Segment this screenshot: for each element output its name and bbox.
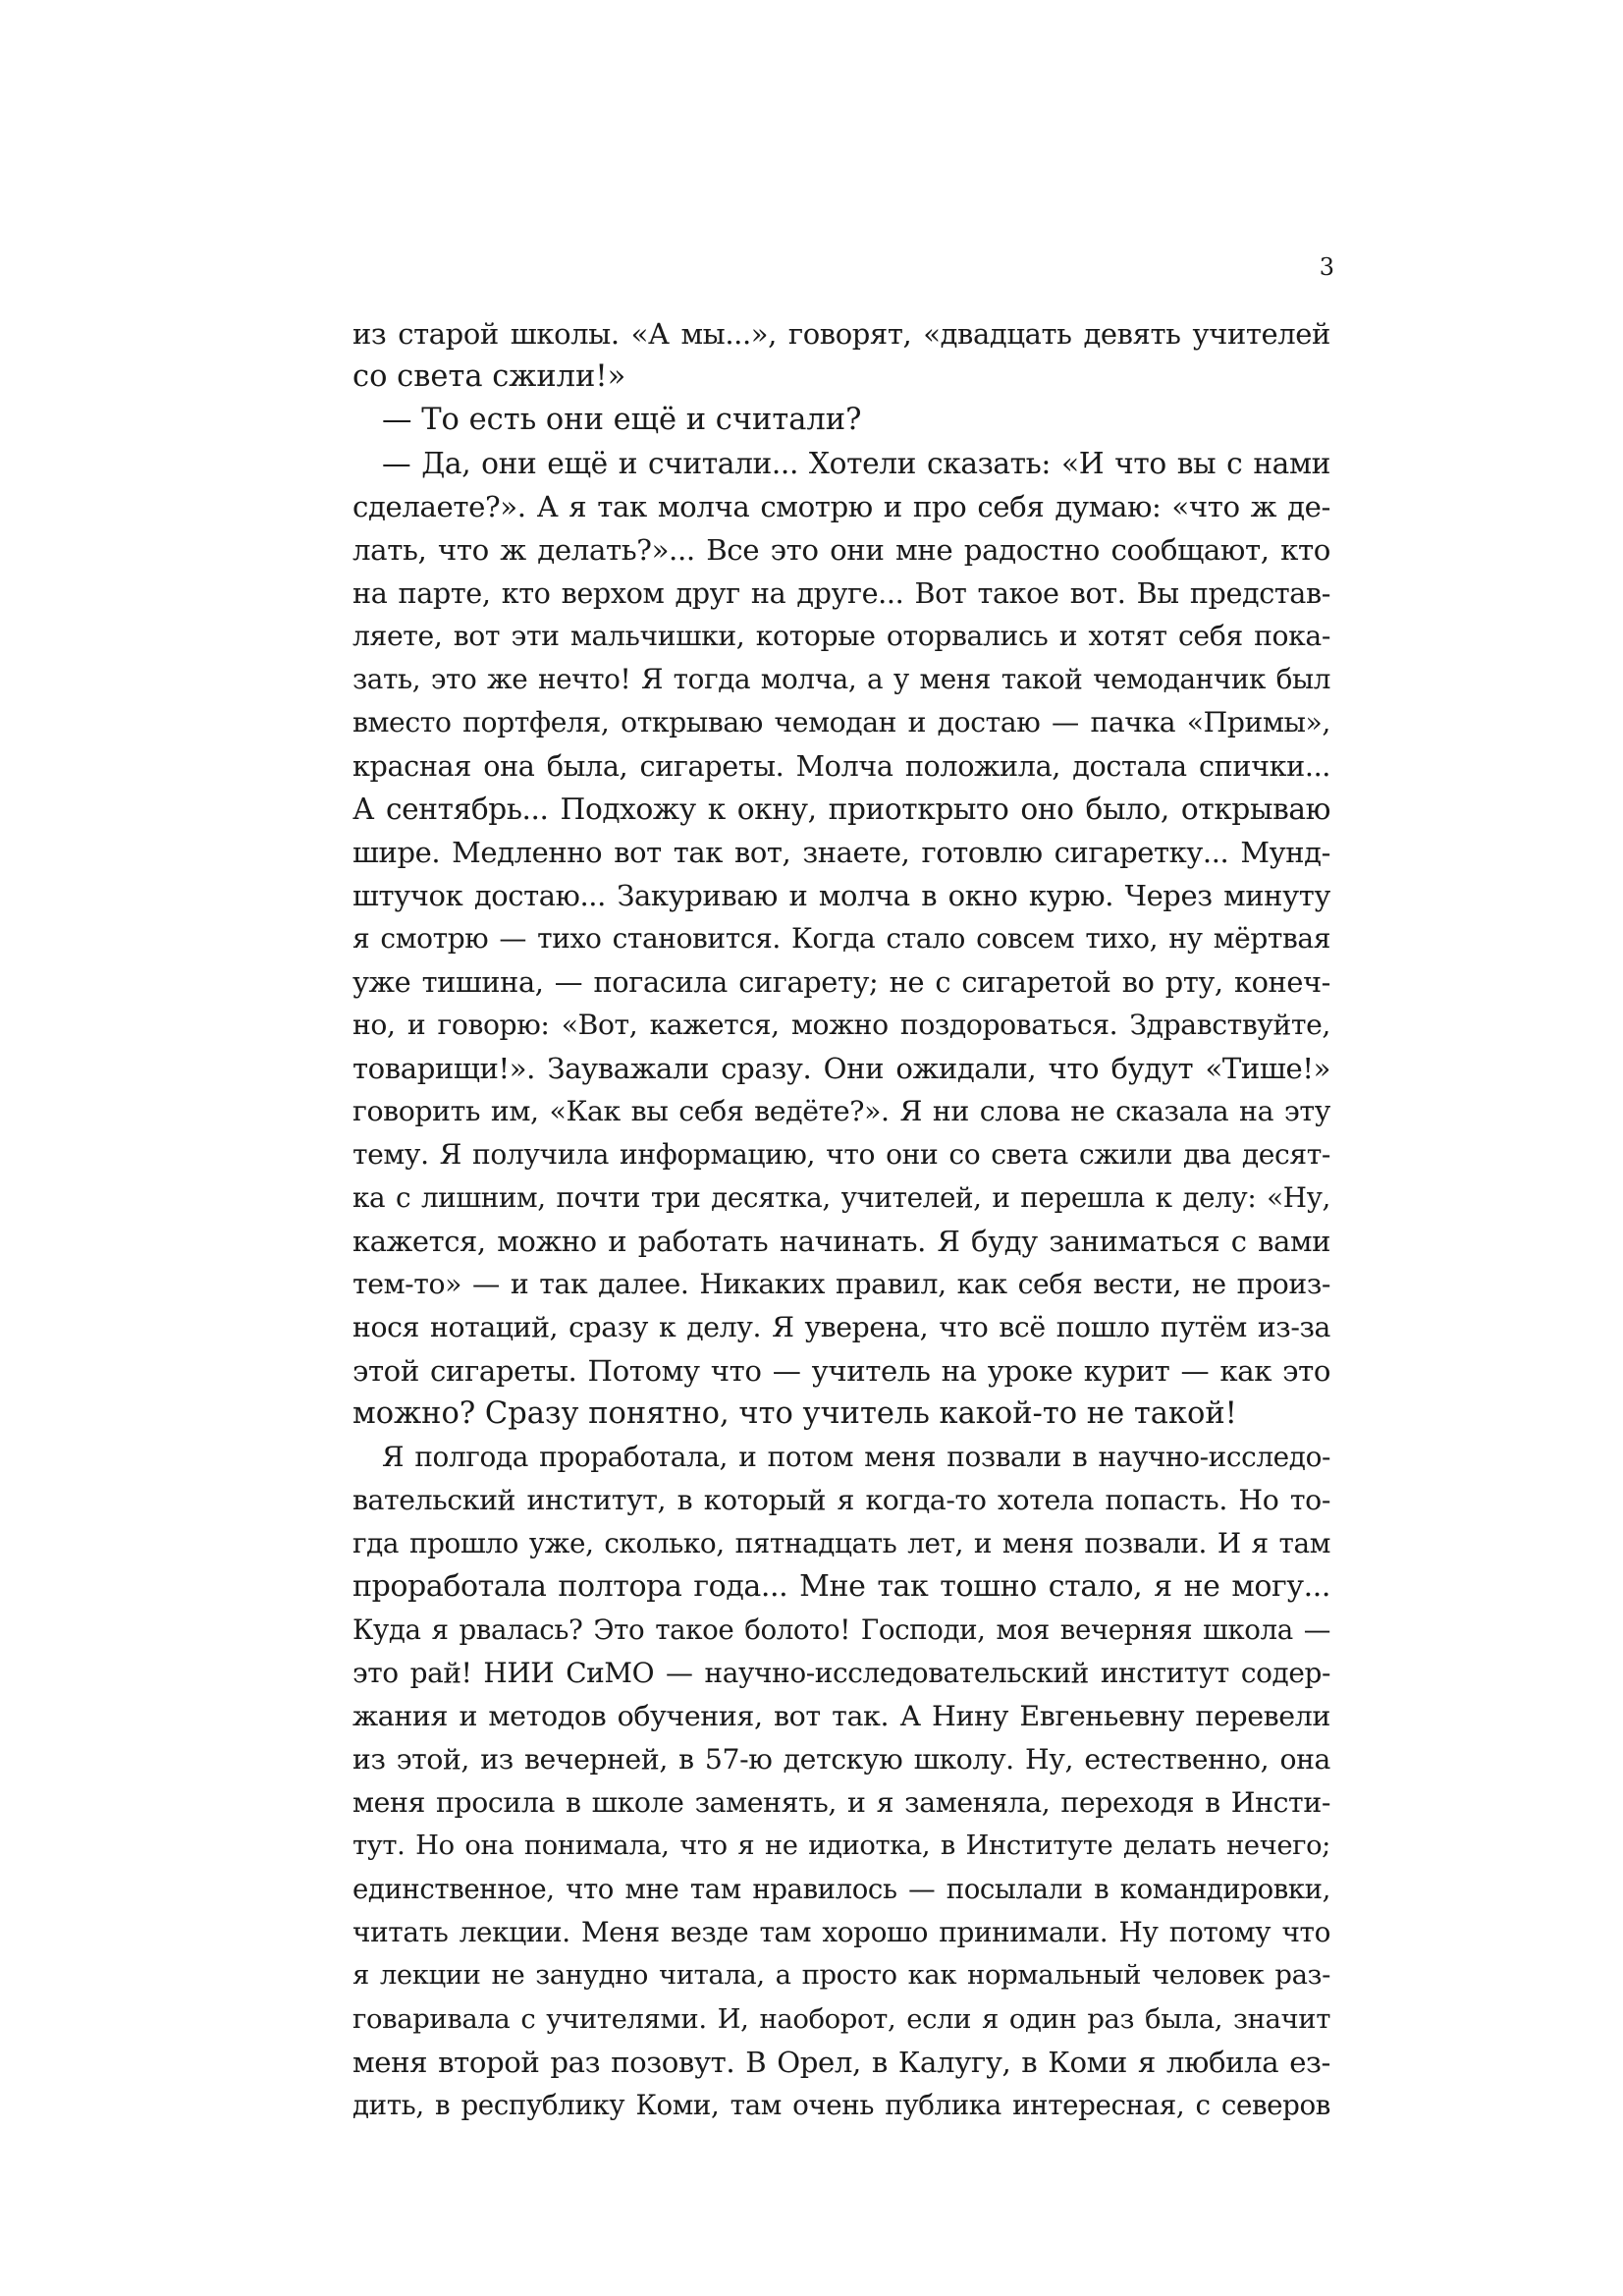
text-line: — Да, они ещё и считали... Хотели сказать: «И что вы с нами	[382, 446, 1330, 480]
text-line: из этой, из вечерней, в 57-ю детскую школу. Ну, естественно, она	[352, 1743, 1330, 1776]
text-line: кажется, можно и работать начинать. Я буду заниматься с вами	[352, 1225, 1330, 1258]
text-line: но, и говорю: «Вот, кажется, можно поздороваться. Здравствуйте,	[352, 1009, 1330, 1041]
page-number: 3	[1319, 253, 1334, 281]
text-line: шире. Медленно вот так вот, знаете, готовлю сигаретку... Мунд-	[352, 836, 1330, 869]
text-line: товарищи!». Зауважали сразу. Они ожидали, что будут «Тише!»	[352, 1052, 1330, 1085]
text-line: уже тишина, — погасила сигарету; не с сигаретой во рту, конеч-	[352, 965, 1330, 999]
body-text	[352, 312, 1330, 2127]
text-line: тем-то» — и так далее. Никаких правил, как себя вести, не произ-	[352, 1268, 1330, 1300]
text-line: зать, это же нечто! Я тогда молча, а у меня такой чемоданчик был	[352, 663, 1330, 695]
text-line: читать лекции. Меня везде там хорошо принимали. Ну потому что	[352, 1916, 1330, 1948]
text-line: дить, в республику Коми, там очень публика интересная, с северов	[352, 2089, 1330, 2121]
text-line: нося нотаций, сразу к делу. Я уверена, что всё пошло путём из-за	[352, 1311, 1330, 1343]
text-line: жания и методов обучения, вот так. А Нину Евгеньевну перевели	[352, 1700, 1330, 1732]
text-line: красная она была, сигареты. Молча положила, достала спички...	[352, 749, 1330, 783]
text-line: лать, что ж делать?»... Все это они мне радостно сообщают, кто	[352, 533, 1330, 567]
text-line: Куда я рвалась? Это такое болото! Господи, моя вечерняя школа —	[352, 1613, 1330, 1646]
text-line: единственное, что мне там нравилось — посылали в командировки,	[352, 1874, 1330, 1905]
text-line: штучок достаю... Закуриваю и молча в окно курю. Через минуту	[352, 879, 1330, 912]
text-line: меня просила в школе заменять, и я заменяла, переходя в Инсти-	[352, 1786, 1330, 1819]
text-line: А сентябрь... Подхожу к окну, приоткрыто оно было, открываю	[352, 793, 1330, 826]
text-line: тему. Я получила информацию, что они со света сжили два десят-	[352, 1138, 1330, 1171]
text-line: я лекции не занудно читала, а просто как нормальный человек раз-	[352, 1960, 1330, 1991]
text-line: из старой школы. «А мы...», говорят, «двадцать девять учителей	[352, 317, 1330, 351]
text-line: Я полгода проработала, и потом меня позвали в научно-исследо-	[382, 1441, 1330, 1473]
text-line: ка с лишним, почти три десятка, учителей, и перешла к делу: «Ну,	[352, 1181, 1330, 1214]
text-line: вательский институт, в который я когда-то хотела попасть. Но то-	[352, 1484, 1330, 1516]
text-line: тут. Но она понимала, что я не идиотка, в Институте делать нечего;	[352, 1831, 1330, 1861]
text-line: вместо портфеля, открываю чемодан и достаю — пачка «Примы»,	[352, 706, 1330, 738]
text-line: говорить им, «Как вы себя ведёте?». Я ни слова не сказала на эту	[352, 1095, 1330, 1127]
text-line: — То есть они ещё и считали?	[382, 403, 862, 437]
text-line: этой сигареты. Потому что — учитель на уроке курит — как это	[352, 1354, 1330, 1388]
text-line: сделаете?». А я так молча смотрю и про себя думаю: «что ж де-	[352, 490, 1330, 523]
text-line: это рай! НИИ СиМО — научно-исследовательский институт содер-	[352, 1657, 1330, 1689]
text-line: меня второй раз позовут. В Орел, в Калугу, в Коми я любила ез-	[352, 2046, 1330, 2079]
text-line: гда прошло уже, сколько, пятнадцать лет, и меня позвали. И я там	[352, 1527, 1330, 1559]
text-line: можно? Сразу понятно, что учитель какой-то не такой!	[352, 1396, 1237, 1431]
text-line: проработала полтора года... Мне так тошно стало, я не могу...	[352, 1569, 1330, 1604]
text-line: со света сжили!»	[352, 359, 626, 394]
text-line: я смотрю — тихо становится. Когда стало совсем тихо, ну мёртвая	[352, 922, 1330, 955]
text-line: говаривала с учителями. И, наоборот, если я один раз была, значит	[352, 2003, 1330, 2035]
text-line: на парте, кто верхом друг на друге... Вот такое вот. Вы представ-	[352, 576, 1330, 610]
text-line: ляете, вот эти мальчишки, которые оторвались и хотят себя пока-	[352, 620, 1330, 652]
